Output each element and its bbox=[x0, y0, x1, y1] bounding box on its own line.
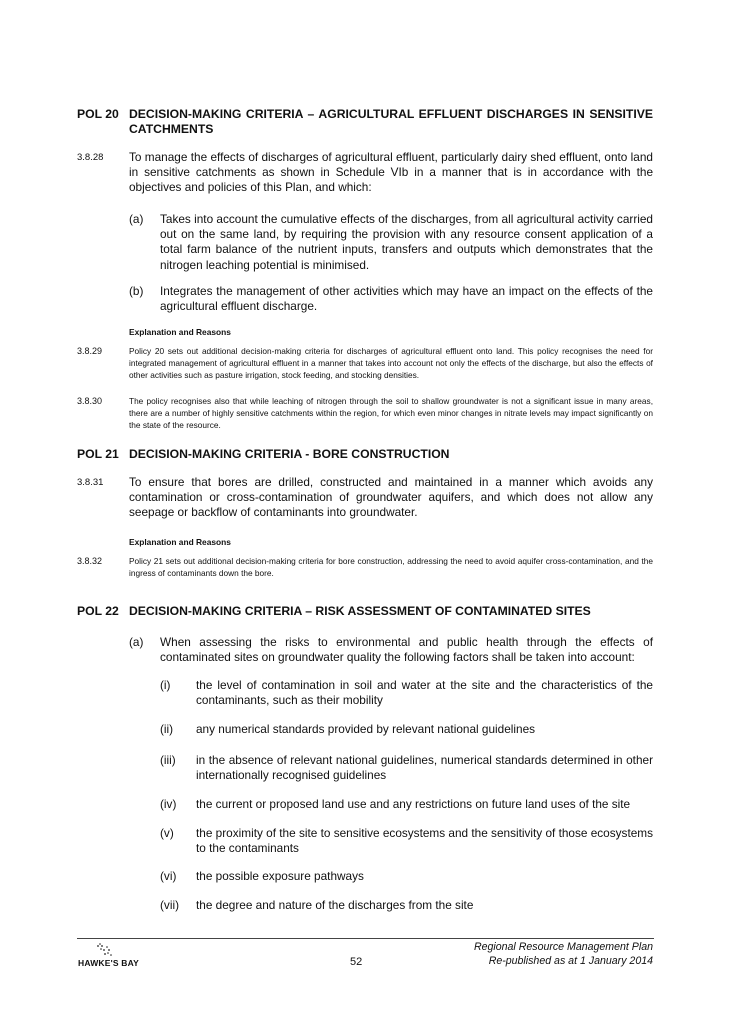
para-3-8-29 bbox=[77, 346, 653, 381]
pol20-title: DECISION-MAKING CRITERIA – AGRICULTURAL EFFLUENT DISCHARGES IN SENSITIVE CATCHMENTS bbox=[129, 107, 653, 136]
pol22-item-a bbox=[129, 635, 653, 665]
explanation-heading: Explanation and Reasons bbox=[129, 537, 231, 547]
list-item-b bbox=[129, 284, 653, 314]
item-text: Integrates the management of other activities which may have an impact on the effects of the agricultural effluent discharge. bbox=[160, 284, 653, 314]
para-3-8-28 bbox=[77, 150, 653, 196]
pol22-heading bbox=[77, 604, 653, 619]
pol20-number: POL 20 bbox=[77, 107, 119, 121]
item-text: When assessing the risks to environmental and public health through the effects of contaminated sites on groundwater quality the following factors shall be taken into account: bbox=[160, 635, 653, 665]
footer-doc-title: Regional Resource Management Plan bbox=[473, 941, 653, 953]
subitem-vii bbox=[160, 898, 653, 913]
item-label: (a) bbox=[129, 212, 144, 226]
subitem-text: the current or proposed land use and any restrictions on future land uses of the site bbox=[196, 797, 631, 811]
item-text: Takes into account the cumulative effects of the discharges, from all agricultural activity carried out on the same land, by requiring the provision with any resource consent application of a total farm balance of the nutrient inputs, transfers and outputs which demonstrates that the nitrogen leaching potential is minimised. bbox=[160, 212, 653, 272]
subitem-text: the possible exposure pathways bbox=[196, 869, 364, 883]
para-number: 3.8.32 bbox=[77, 556, 103, 566]
para-text: Policy 20 sets out additional decision-making criteria for discharges of agricultural effluent onto land. This policy recognises the need for integrated management of agricultural effluent in a manner that takes into account not only the effects of the discharge, but also the effects of other activities such as pasture irrigation, stock feeding, and stocking densities. bbox=[129, 346, 653, 380]
footer-document-info bbox=[474, 941, 653, 968]
subitem-label: (iv) bbox=[160, 797, 177, 811]
subitem-label: (v) bbox=[160, 826, 174, 840]
subitem-label: (vii) bbox=[160, 898, 179, 912]
subitem-i bbox=[160, 678, 653, 708]
subitem-text: in the absence of relevant national guidelines, numerical standards determined in other internationally recognised guidelines bbox=[196, 753, 653, 783]
para-text: To ensure that bores are drilled, constructed and maintained in a manner which avoids any contamination or cross-contamination of groundwater aquifers, and which does not allow any seepage or backflow of contaminants into groundwater. bbox=[129, 475, 653, 520]
subitem-text: the degree and nature of the discharges from the site bbox=[196, 898, 474, 912]
subitem-iv bbox=[160, 797, 653, 812]
pol20-heading bbox=[77, 107, 653, 137]
subitem-label: (vi) bbox=[160, 869, 177, 883]
subitem-v bbox=[160, 826, 653, 856]
item-label: (a) bbox=[129, 635, 144, 649]
subitem-text: the level of contamination in soil and water at the site and the characteristics of the contaminants, such as their mobility bbox=[196, 678, 653, 708]
list-item-a bbox=[129, 212, 653, 273]
footer-republished-date: Re-published as at 1 January 2014 bbox=[488, 954, 653, 967]
pol22-number: POL 22 bbox=[77, 604, 119, 618]
subitem-ii bbox=[160, 722, 653, 737]
para-text: To manage the effects of discharges of agricultural effluent, particularly dairy shed effluent, onto land in sensitive catchments as shown in Schedule VIb in a manner that is in accordance with the objectives and policies of this Plan, and which: bbox=[129, 150, 653, 195]
subitem-label: (i) bbox=[160, 678, 171, 692]
pol22-title: DECISION-MAKING CRITERIA – RISK ASSESSMENT OF CONTAMINATED SITES bbox=[129, 604, 591, 618]
subitem-text: any numerical standards provided by relevant national guidelines bbox=[196, 722, 536, 736]
subitem-vi bbox=[160, 869, 653, 884]
para-3-8-30 bbox=[77, 396, 653, 431]
subitem-iii bbox=[160, 753, 653, 783]
footer-divider bbox=[77, 938, 654, 939]
para-text: The policy recognises also that while leaching of nitrogen through the soil to shallow groundwater is not a significant issue in many areas, there are a number of highly sensitive catchments within the region, for which even minor changes in nitrate levels may impact significantly on the state of the resource. bbox=[129, 396, 653, 430]
para-number: 3.8.30 bbox=[77, 396, 103, 406]
para-number: 3.8.29 bbox=[77, 346, 103, 356]
subitem-text: the proximity of the site to sensitive ecosystems and the sensitivity of those ecosystems to the contaminants bbox=[196, 826, 654, 856]
para-number: 3.8.28 bbox=[77, 152, 104, 163]
pol21-title: DECISION-MAKING CRITERIA - BORE CONSTRUCTION bbox=[129, 447, 450, 461]
pol21-heading bbox=[77, 447, 653, 462]
pol21-number: POL 21 bbox=[77, 447, 119, 461]
footer-logo-text: HAWKE'S BAY bbox=[78, 958, 140, 968]
item-label: (b) bbox=[129, 284, 144, 298]
para-3-8-31 bbox=[77, 475, 653, 521]
subitem-label: (iii) bbox=[160, 753, 176, 767]
explanation-heading: Explanation and Reasons bbox=[129, 327, 231, 337]
page-number: 52 bbox=[350, 956, 363, 968]
subitem-label: (ii) bbox=[160, 722, 174, 736]
para-3-8-32 bbox=[77, 556, 653, 580]
para-text: Policy 21 sets out additional decision-making criteria for bore construction, addressing the need to avoid aquifer cross-contamination, and the ingress of contaminants down the bore. bbox=[129, 556, 653, 578]
para-number: 3.8.31 bbox=[77, 477, 104, 488]
